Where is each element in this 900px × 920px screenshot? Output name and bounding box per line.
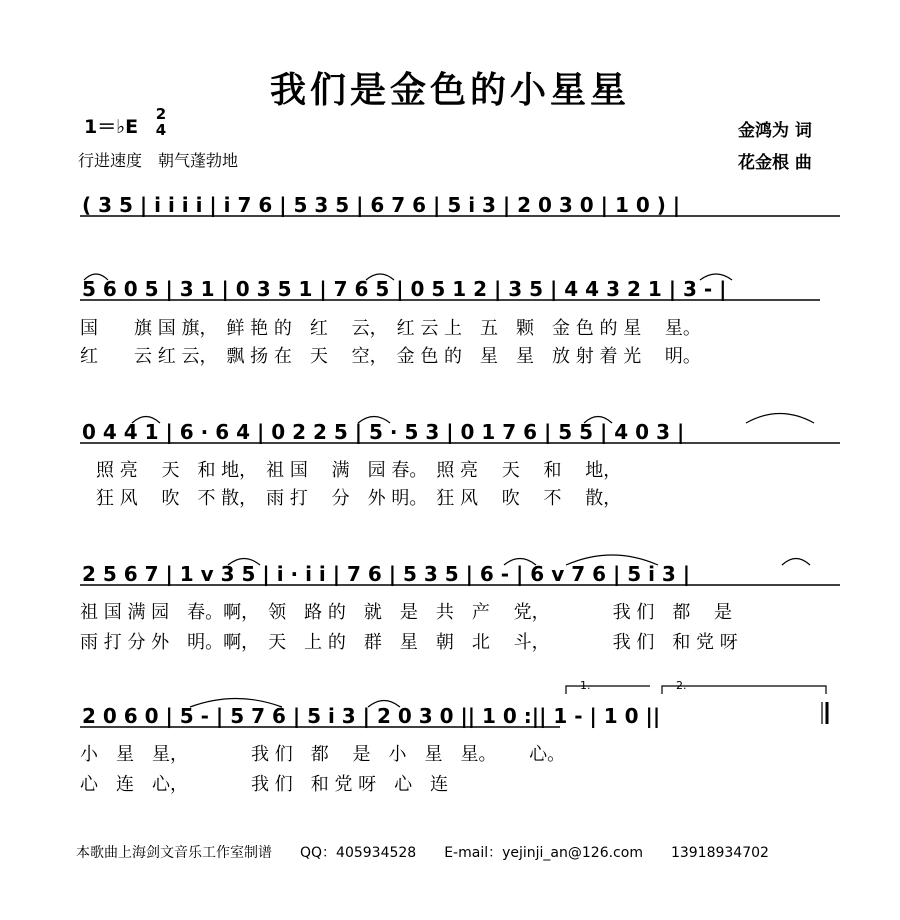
composer-credit: 花金根 曲: [738, 153, 812, 173]
notation-line-2: 5 6 0 5 | 3 1 | 0 3 5 1 | 7 6 5 | 0 5 1 2 | 3 5 | 4 4 3 2 1 | 3 - |: [82, 277, 727, 301]
footer-credit: 本歌曲上海剑文音乐工作室制谱 QQ：405934528 E-mail：yejinji_an@126.com 13918934702: [76, 845, 769, 861]
lyrics-line-5-verse-1: 小 星 星， 我 们 都 是 小 星 星。 心。: [80, 744, 566, 765]
final-barline: [822, 702, 827, 724]
lyrics-line-3-verse-2: 狂 风 吹 不 散， 雨 打 分 外 明。 狂 风 吹 不 散，: [96, 488, 622, 509]
notation-line-1: ( 3 5 | i i i i | i 7 6 | 5 3 5 | 6 7 6 | 5 i 3 | 2 0 3 0 | 1 0 ) |: [82, 193, 681, 217]
beam-lines: [80, 216, 840, 727]
song-title: 我们是金色的小星星: [269, 69, 630, 111]
slur-marks: [84, 274, 814, 707]
volta-brackets: [566, 686, 826, 694]
lyrics-line-2-verse-1: 国 旗 国 旗， 鲜 艳 的 红 云， 红 云 上 五 颗 金 色 的 星 星。: [80, 318, 701, 339]
tempo-marking: 行进速度 朝气蓬勃地: [78, 151, 239, 170]
lyrics-line-4-verse-1: 祖 国 满 园 春。啊， 领 路 的 就 是 共 产 党， 我 们 都 是: [80, 602, 733, 623]
notation-line-3: 0 4 4 1 | 6 · 6 4 | 0 2 2 5 | 5 · 5 3 | 0 1 7 6 | 5 5 | 4 0 3 |: [82, 420, 685, 444]
volta-first-ending: 1.: [580, 679, 591, 692]
time-signature-top: 2: [155, 105, 167, 123]
lyrics-line-4-verse-2: 雨 打 分 外 明。啊， 天 上 的 群 星 朝 北 斗， 我 们 和 党 呀: [80, 632, 738, 653]
volta-second-ending: 2.: [676, 679, 687, 692]
lyricist-credit: 金鸿为 词: [738, 121, 812, 141]
key-signature: 1＝♭E: [84, 116, 139, 138]
lyrics-line-3-verse-1: 照 亮 天 和 地， 祖 国 满 园 春。 照 亮 天 和 地，: [96, 460, 622, 481]
lyrics-line-2-verse-2: 红 云 红 云， 飘 扬 在 天 空， 金 色 的 星 星 放 射 着 光 明。: [80, 346, 701, 367]
notation-line-4: 2 5 6 7 | 1 v 3 5 | i · i i | 7 6 | 5 3 5 | 6 - | 6 v 7 6 | 5 i 3 |: [82, 562, 691, 586]
lyrics-line-5-verse-2: 心 连 心， 我 们 和 党 呀 心 连: [80, 774, 449, 795]
notation-line-5: 2 0 6 0 | 5 - | 5 7 6 | 5 i 3 | 2 0 3 0 || 1 0 :|| 1 - | 1 0 ||: [82, 704, 661, 728]
time-signature-bottom: 4: [155, 121, 167, 139]
